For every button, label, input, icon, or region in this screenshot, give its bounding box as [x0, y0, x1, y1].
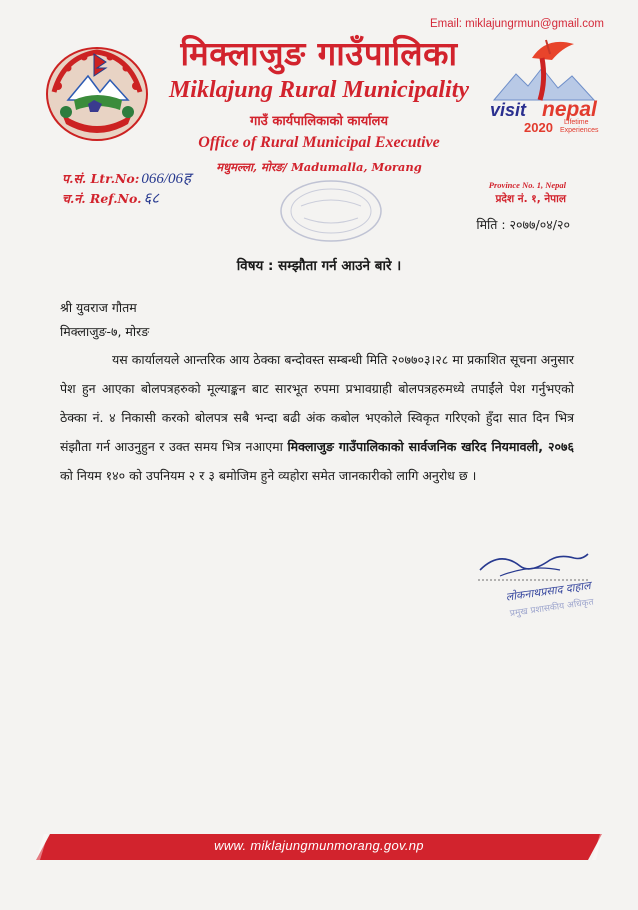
letter-number	[62, 168, 191, 188]
email-address[interactable]: Email: miklajungrmun@gmail.com	[430, 18, 604, 30]
nepal-text: nepal	[542, 98, 597, 121]
signatory-name: लोकनाथप्रसाद दाहाल	[504, 578, 592, 604]
letter-number-label: प.सं. Ltr.No:	[62, 171, 140, 186]
letter-number-value: 066/06ह	[141, 171, 191, 187]
recipient-address: मिक्लाजुङ-७, मोरङ	[60, 324, 150, 339]
office-title-nepali: गाउँ कार्यपालिकाको कार्यालय	[250, 114, 388, 129]
letter-body	[60, 345, 574, 490]
municipality-title-nepali: मिक्लाजुङ गाउँपालिका	[180, 34, 458, 73]
office-address: मधुमल्ला, मोरङ/ Madumalla, Morang	[216, 160, 422, 174]
reference-number	[62, 188, 159, 208]
body-part-1: यस कार्यालयले आन्तरिक आय ठेक्का बन्दोवस्त सम्बन्धी मिति २०७७०३।२८ मा प्रकाशित सूचना अनुसार पेश हुन आएका बोलपत्रहरुको मूल्याङ्कन बाट सारभूत रुपमा प्रभावग्राही बोलपत्रहरुमध्ये तपाईंले पेश गर्नुभएको ठेक्का नं. ४ निकासी करको बोलपत्र सबै भन्दा बढी अंक कबोल भएकोले स्विकृत गरिएको हुँदा सात दिन भित्र संझौता गर्न आउनुहुन र उक्त समय भित्र नआएमा	[60, 352, 574, 454]
province-english: Province No. 1, Nepal	[488, 180, 566, 190]
body-part-2: को नियम १४० को उपनियम २ र ३ बमोजिम हुने व्यहोरा समेत जानकारीको लागि अनुरोध छ ।	[60, 468, 477, 483]
recipient-name: श्री युवराज गौतम	[60, 300, 137, 315]
visit-text: visit	[490, 100, 527, 120]
signatory-title: प्रमुख प्रशासकीय अधिकृत	[509, 597, 595, 620]
office-stamp-icon	[276, 176, 386, 246]
province-nepali: प्रदेश नं. १, नेपाल	[495, 193, 566, 205]
website-link[interactable]: www. miklajungmunmorang.gov.np	[214, 838, 424, 853]
signature-stamp-icon	[470, 540, 610, 630]
reference-number-label: च.नं. Ref.No.	[62, 191, 142, 206]
municipality-title-english: Miklajung Rural Municipality	[168, 77, 470, 103]
tagline-lifetime: Lifetime	[564, 119, 589, 126]
recipient-block	[60, 296, 149, 344]
visit-nepal-logo-icon	[486, 30, 606, 138]
tagline-experiences: Experiences	[560, 127, 599, 134]
office-title-english: Office of Rural Municipal Executive	[198, 134, 440, 151]
reference-number-value: ६८	[143, 191, 160, 207]
year-text: 2020	[524, 120, 553, 135]
letter-date: मिति : २०७७/०४/२०	[476, 217, 570, 232]
letter-subject: विषय : सम्झौता गर्न आउने बारे ।	[236, 258, 402, 274]
body-bold-regulation: मिक्लाजुङ गाउँपालिकाको सार्वजनिक खरिद नियमावली, २०७६	[287, 439, 574, 454]
province-block	[489, 180, 566, 206]
